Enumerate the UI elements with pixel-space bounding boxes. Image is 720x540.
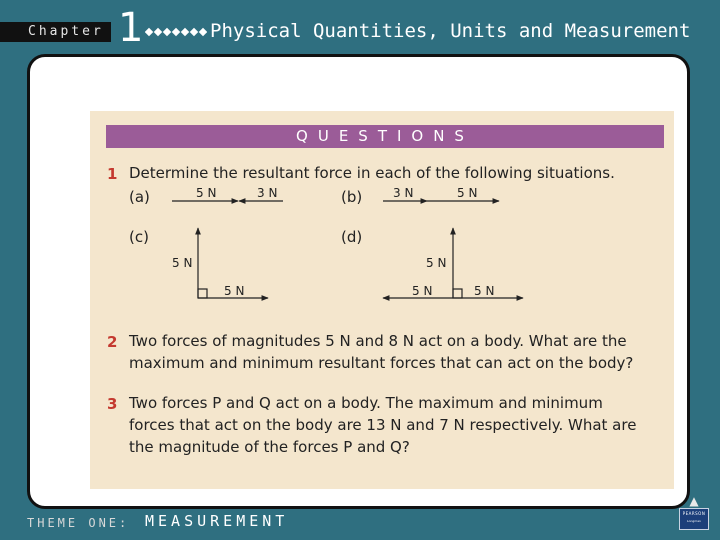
force-label-a-right: 3 N	[257, 186, 278, 200]
publisher-logo	[679, 494, 709, 530]
question-2-number: 2	[107, 333, 118, 351]
part-c-label: (c)	[129, 228, 149, 246]
question-3-line-2: forces that act on the body are 13 N and 7 N respectively. What are	[129, 416, 637, 434]
questions-heading: QUESTIONS	[106, 125, 664, 148]
theme-name: MEASUREMENT	[145, 512, 289, 530]
question-3-line-1: Two forces P and Q act on a body. The maximum and minimum	[129, 394, 603, 412]
logo-subtext: Longman	[687, 519, 701, 523]
chapter-title: Physical Quantities, Units and Measurement	[210, 20, 691, 42]
bird-icon: ▲	[689, 494, 699, 508]
chapter-dots-ornament	[145, 27, 207, 37]
question-3-number: 3	[107, 395, 118, 413]
force-label-c-vertical: 5 N	[172, 256, 193, 270]
force-label-b-second: 5 N	[457, 186, 478, 200]
question-1-text: Determine the resultant force in each of the following situations.	[129, 164, 615, 182]
theme-label: THEME ONE:	[27, 516, 130, 530]
part-b-label: (b)	[341, 188, 363, 206]
question-3-line-3: the magnitude of the forces P and Q?	[129, 438, 410, 456]
chapter-label: Chapter	[0, 22, 111, 42]
force-label-d-left: 5 N	[412, 284, 433, 298]
force-label-d-right: 5 N	[474, 284, 495, 298]
logo-text: PEARSON	[682, 511, 706, 516]
part-d-label: (d)	[341, 228, 363, 246]
question-1-number: 1	[107, 165, 118, 183]
force-label-c-horizontal: 5 N	[224, 284, 245, 298]
force-label-d-vertical: 5 N	[426, 256, 447, 270]
question-2-line-1: Two forces of magnitudes 5 N and 8 N act on a body. What are the	[129, 332, 627, 350]
question-2-line-2: maximum and minimum resultant forces that can act on the body?	[129, 354, 634, 372]
force-label-b-first: 3 N	[393, 186, 414, 200]
part-a-label: (a)	[129, 188, 150, 206]
force-label-a-left: 5 N	[196, 186, 217, 200]
chapter-number: 1	[118, 5, 144, 51]
